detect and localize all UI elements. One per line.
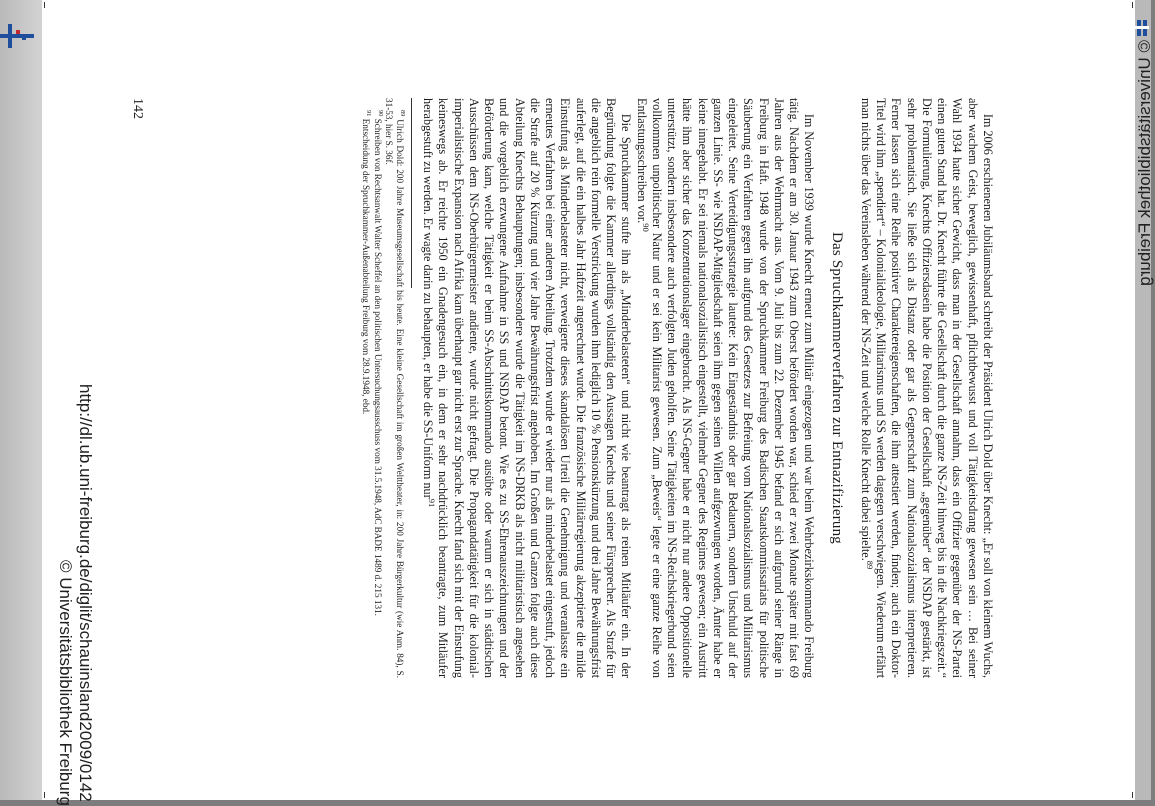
- library-logo-small-icon: [1135, 18, 1149, 38]
- paragraph: Im November 1939 wurde Knecht erneut zum Militär eingezogen und war beim Wehrbezirkskommando Freiburg tätig. Nachdem er am 30. Januar 1943 zum Oberst befördert worden war, schied er zwei Monate später mit fast 69 Jahren aus der Wehrmacht aus. Vom 9. Juli bis zum 22. Dezember 1945 befand er sich aufgrund seiner Ränge in Freiburg in Haft. 1948 wurde von der Spruchkammer Freiburg des Badischen Staatskommissariats für politische Säuberung ein Verfahren gegen ihn aufgrund des Gesetzes zur Befreiung vom Nationalsozialismus und Militarismus eingeleitet. Seine Verteidigungsstrategie lautete: Kein Eingeständnis oder gar Bedauern, sondern Unschuld auf der ganzen Linie. SS- wie NSDAP-Mitgliedschaft seien ihm gegen seinen Willen aufgezwungen worden, Ämter habe er keine innegehabt. Er sei niemals nationalsozialistisch eingestellt, vielmehr Gegner des Regimes gewesen; ein Austritt hätte ihm aber sicher das Konzentrationslager eingebracht. Als NS-Gegner habe er nicht nur andere Oppositionelle unterstützt, sondern insbesondere auch verfolgten Juden geholfen. Seine Tätigkeiten im NS-Reichskriegerbund seien vollkommen unpolitischer Natur und er sei kein Militarist gewesen. Zum „Beweis“ legte er eine ganze Reihe von Entlastungsschreiben vor.$^{90}$: [634, 98, 817, 678]
- page-number: 142: [130, 98, 145, 119]
- rotated-page-content: [42, 0, 1154, 806]
- footnote: $^{91}$ Entscheidung der Spruchkammer-Außenabteilung Freiburg vom 28.9.1948, ebd.: [361, 109, 373, 415]
- footnote: $^{90}$ Schreiben von Rechtsanwalt Walter Scheffel an den politischen Untersuchungsausschuss vom 31.5.1948, AdC BADE 1489 d. 215 131.: [372, 109, 384, 616]
- body-text: [360, 98, 995, 678]
- library-logo-icon: [0, 22, 34, 50]
- footnote-divider: [411, 98, 412, 288]
- scan-margin-left: [0, 0, 42, 800]
- intro-paragraph: Im 2006 erschienenen Jubiläumsband schreibt der Präsident Ulrich Dold über Knecht: „Er soll von kleinem Wuchs, aber wachem Geist, beweglich, gewissenhaft, pflichtbewusst und voll Tätigkeitsdrang gewesen sein … Bei seiner Wahl 1934 hatte sicher Gewicht, dass man in der Gesellschaft annahm, dass ein Offizier gegenüber der NS-Partei einen guten Stand hat. Dr. Knecht führte die Gesellschaft durch die ganze NS-Zeit hinweg bis in die Nachkriegszeit.“ Die Formulierung, Knechts Offiziersdasein habe die Position der Gesellschaft „gegenüber“ der NSDAP gestärkt, ist sehr problematisch. Sie ließe sich als Distanz oder gar als Gegnerschaft zum Nationalsozialismus interpretieren. Ferner lassen sich eine Reihe positiver Charaktereigenschaften, die ihm attestiert werden, finden; auch ein Doktor-Titel wird ihm „spendiert“ – Kolonialideologie, Militarismus und SS werden dagegen verschwiegen. Wiederum erfährt man nichts über das Vereinsleben während der NS-Zeit und welche Rolle Knecht dabei spielte.$^{89}$: [859, 98, 995, 678]
- footnote-marker: 89: [865, 560, 876, 570]
- paragraph: Die Spruchkammer stufte ihn als „Minderbelasteten“ und nicht wie beantragt als reinen Mitläufer ein. In der Begründung folgte die Kammer allerdings vollständig den Aussagen Knechts und seiner Fürsprecher. Als Strafe für die angeblich rein formelle Verstrickung wurden ihm lediglich 10 % Pensionskürzung und drei Jahre Bewährungsfrist auferlegt, auf die ein halbes Jahr Haftzeit angerechnet wurde. Die französische Militärregierung akzeptierte die milde Einstufung als Minderbelasteter nicht, verweigerte dieses skandalösen Urteil die Genehmigung und veranlasste ein erneutes Verfahren bei einer anderen Abteilung. Trotzdem wurde er wieder nur als minderbelastet eingestuft, jedoch die Strafe auf 20 % Kürzung und vier Jahre Bewährungsfrist angehoben. Im Großen und Ganzen folgte auch diese Abteilung Knechts Behauptungen; insbesondere wurde die Tätigkeit im NS-DRKB als nicht militaristisch angesehen und die vorgeblich erzwungene Aufnahme in SS und NSDAP betont. Wie es zu SS-Ehrenauszeichnungen und der Beförderung kam, welche Tätigkeit er beim SS-Abschnittskommando ausübte oder warum er sich in städtischen Ausschüssen dem NS-Oberbürgermeister andiente, wurde nicht gefragt. Die Propagandatätigkeit für die kolonial-imperialistische Expansion nach Afrika kam überhaupt gar nicht erst zur Sprache. Knecht fand sich mit der Einstufung keineswegs ab. Er reichte 1950 ein Gnadengesuch ein, in dem er sehr nachdrücklich beantragte, zum Mitläufer herabgestuft zu werden. Er wagte darin zu behaupten, er habe die SS-Uniform nur$^{91}$: [421, 98, 634, 678]
- credit-watermark-bottom: © Universitätsbibliothek Freiburg: [56, 560, 75, 806]
- source-url[interactable]: http://dl.ub.uni-freiburg.de/diglit/schauinsland2009/0142: [76, 384, 95, 802]
- section-heading: Das Spruchkammerverfahren zur Entnazifizierung: [828, 232, 845, 544]
- scanned-page: [42, 0, 1154, 806]
- credit-watermark-top: © Universitätsbibliothek Freiburg: [1135, 40, 1154, 286]
- footnote-marker: 91: [427, 498, 438, 508]
- footnote-marker: 90: [640, 223, 651, 232]
- footnote: $^{89}$ Ulrich Dold: 200 Jahre Museumsgesellschaft bis heute. Eine kleine Gesellschaft im großen Welttheater, in: 200 Jahre Bürgerkultur (wie Anm. 84), S. 31-53, hier S. 36f.: [383, 98, 407, 678]
